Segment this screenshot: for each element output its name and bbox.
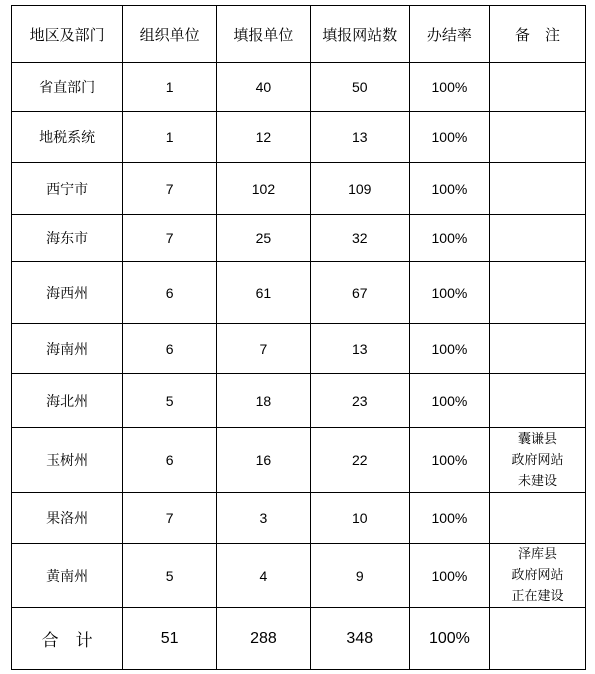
header-row [12,6,586,63]
cell-region: 果洛州 [12,493,123,544]
cell-rate: 100% [409,215,489,262]
note-line: 未建设 [518,473,558,489]
header-org-units: 组织单位 [123,6,217,63]
cell-note [490,215,586,262]
cell-org-units: 6 [123,324,217,374]
cell-org-units: 5 [123,544,217,608]
note-line: 囊谦县 [518,431,558,447]
cell-region: 海东市 [12,215,123,262]
cell-org-units: 5 [123,374,217,428]
cell-note [490,63,586,112]
cell-region: 西宁市 [12,163,123,215]
cell-fill-units: 16 [217,428,311,493]
total-org-units: 51 [123,608,217,670]
cell-rate: 100% [409,324,489,374]
cell-note [490,324,586,374]
cell-note [490,163,586,215]
cell-fill-sites: 22 [310,428,409,493]
total-fill-sites: 348 [310,608,409,670]
cell-rate: 100% [409,63,489,112]
table-row [12,262,586,324]
cell-fill-sites: 23 [310,374,409,428]
note-line: 政府网站 [511,568,564,583]
table-row [12,544,586,608]
total-label: 合 计 [12,608,123,670]
cell-note [490,544,586,608]
note-line: 政府网站 [511,452,564,468]
cell-region: 海南州 [12,324,123,374]
cell-rate: 100% [409,428,489,493]
table-row [12,493,586,544]
cell-rate: 100% [409,544,489,608]
cell-fill-sites: 109 [310,163,409,215]
header-rate: 办结率 [409,6,489,63]
cell-region: 海北州 [12,374,123,428]
cell-rate: 100% [409,374,489,428]
header-note: 备 注 [490,6,586,63]
cell-rate: 100% [409,163,489,215]
note-line: 泽库县 [518,547,558,562]
table-row [12,428,586,493]
cell-fill-units: 4 [217,544,311,608]
cell-fill-units: 18 [217,374,311,428]
cell-org-units: 7 [123,163,217,215]
cell-fill-units: 25 [217,215,311,262]
cell-org-units: 7 [123,215,217,262]
cell-region: 玉树州 [12,428,123,493]
cell-fill-sites: 13 [310,112,409,163]
cell-region: 地税系统 [12,112,123,163]
cell-fill-units: 12 [217,112,311,163]
cell-fill-units: 61 [217,262,311,324]
cell-fill-units: 3 [217,493,311,544]
cell-fill-units: 40 [217,63,311,112]
table-row [12,374,586,428]
statistics-table [11,5,586,670]
cell-fill-sites: 32 [310,215,409,262]
total-note [490,608,586,670]
table-row [12,215,586,262]
cell-fill-sites: 10 [310,493,409,544]
cell-org-units: 7 [123,493,217,544]
cell-rate: 100% [409,493,489,544]
cell-fill-units: 7 [217,324,311,374]
cell-region: 省直部门 [12,63,123,112]
cell-fill-sites: 13 [310,324,409,374]
header-fill-units: 填报单位 [217,6,311,63]
note-line: 正在建设 [511,589,564,604]
cell-note [490,374,586,428]
cell-fill-units: 102 [217,163,311,215]
cell-note [490,428,586,493]
cell-org-units: 6 [123,428,217,493]
cell-org-units: 1 [123,63,217,112]
header-region: 地区及部门 [12,6,123,63]
table-row [12,163,586,215]
cell-org-units: 6 [123,262,217,324]
cell-fill-sites: 67 [310,262,409,324]
total-rate: 100% [409,608,489,670]
total-row [12,608,586,670]
cell-region: 海西州 [12,262,123,324]
cell-note [490,493,586,544]
total-fill-units: 288 [217,608,311,670]
cell-rate: 100% [409,262,489,324]
header-fill-sites: 填报网站数 [310,6,409,63]
cell-fill-sites: 50 [310,63,409,112]
cell-org-units: 1 [123,112,217,163]
table-row [12,112,586,163]
cell-region: 黄南州 [12,544,123,608]
table-row [12,324,586,374]
cell-fill-sites: 9 [310,544,409,608]
cell-note [490,262,586,324]
cell-note [490,112,586,163]
cell-rate: 100% [409,112,489,163]
table-row [12,63,586,112]
